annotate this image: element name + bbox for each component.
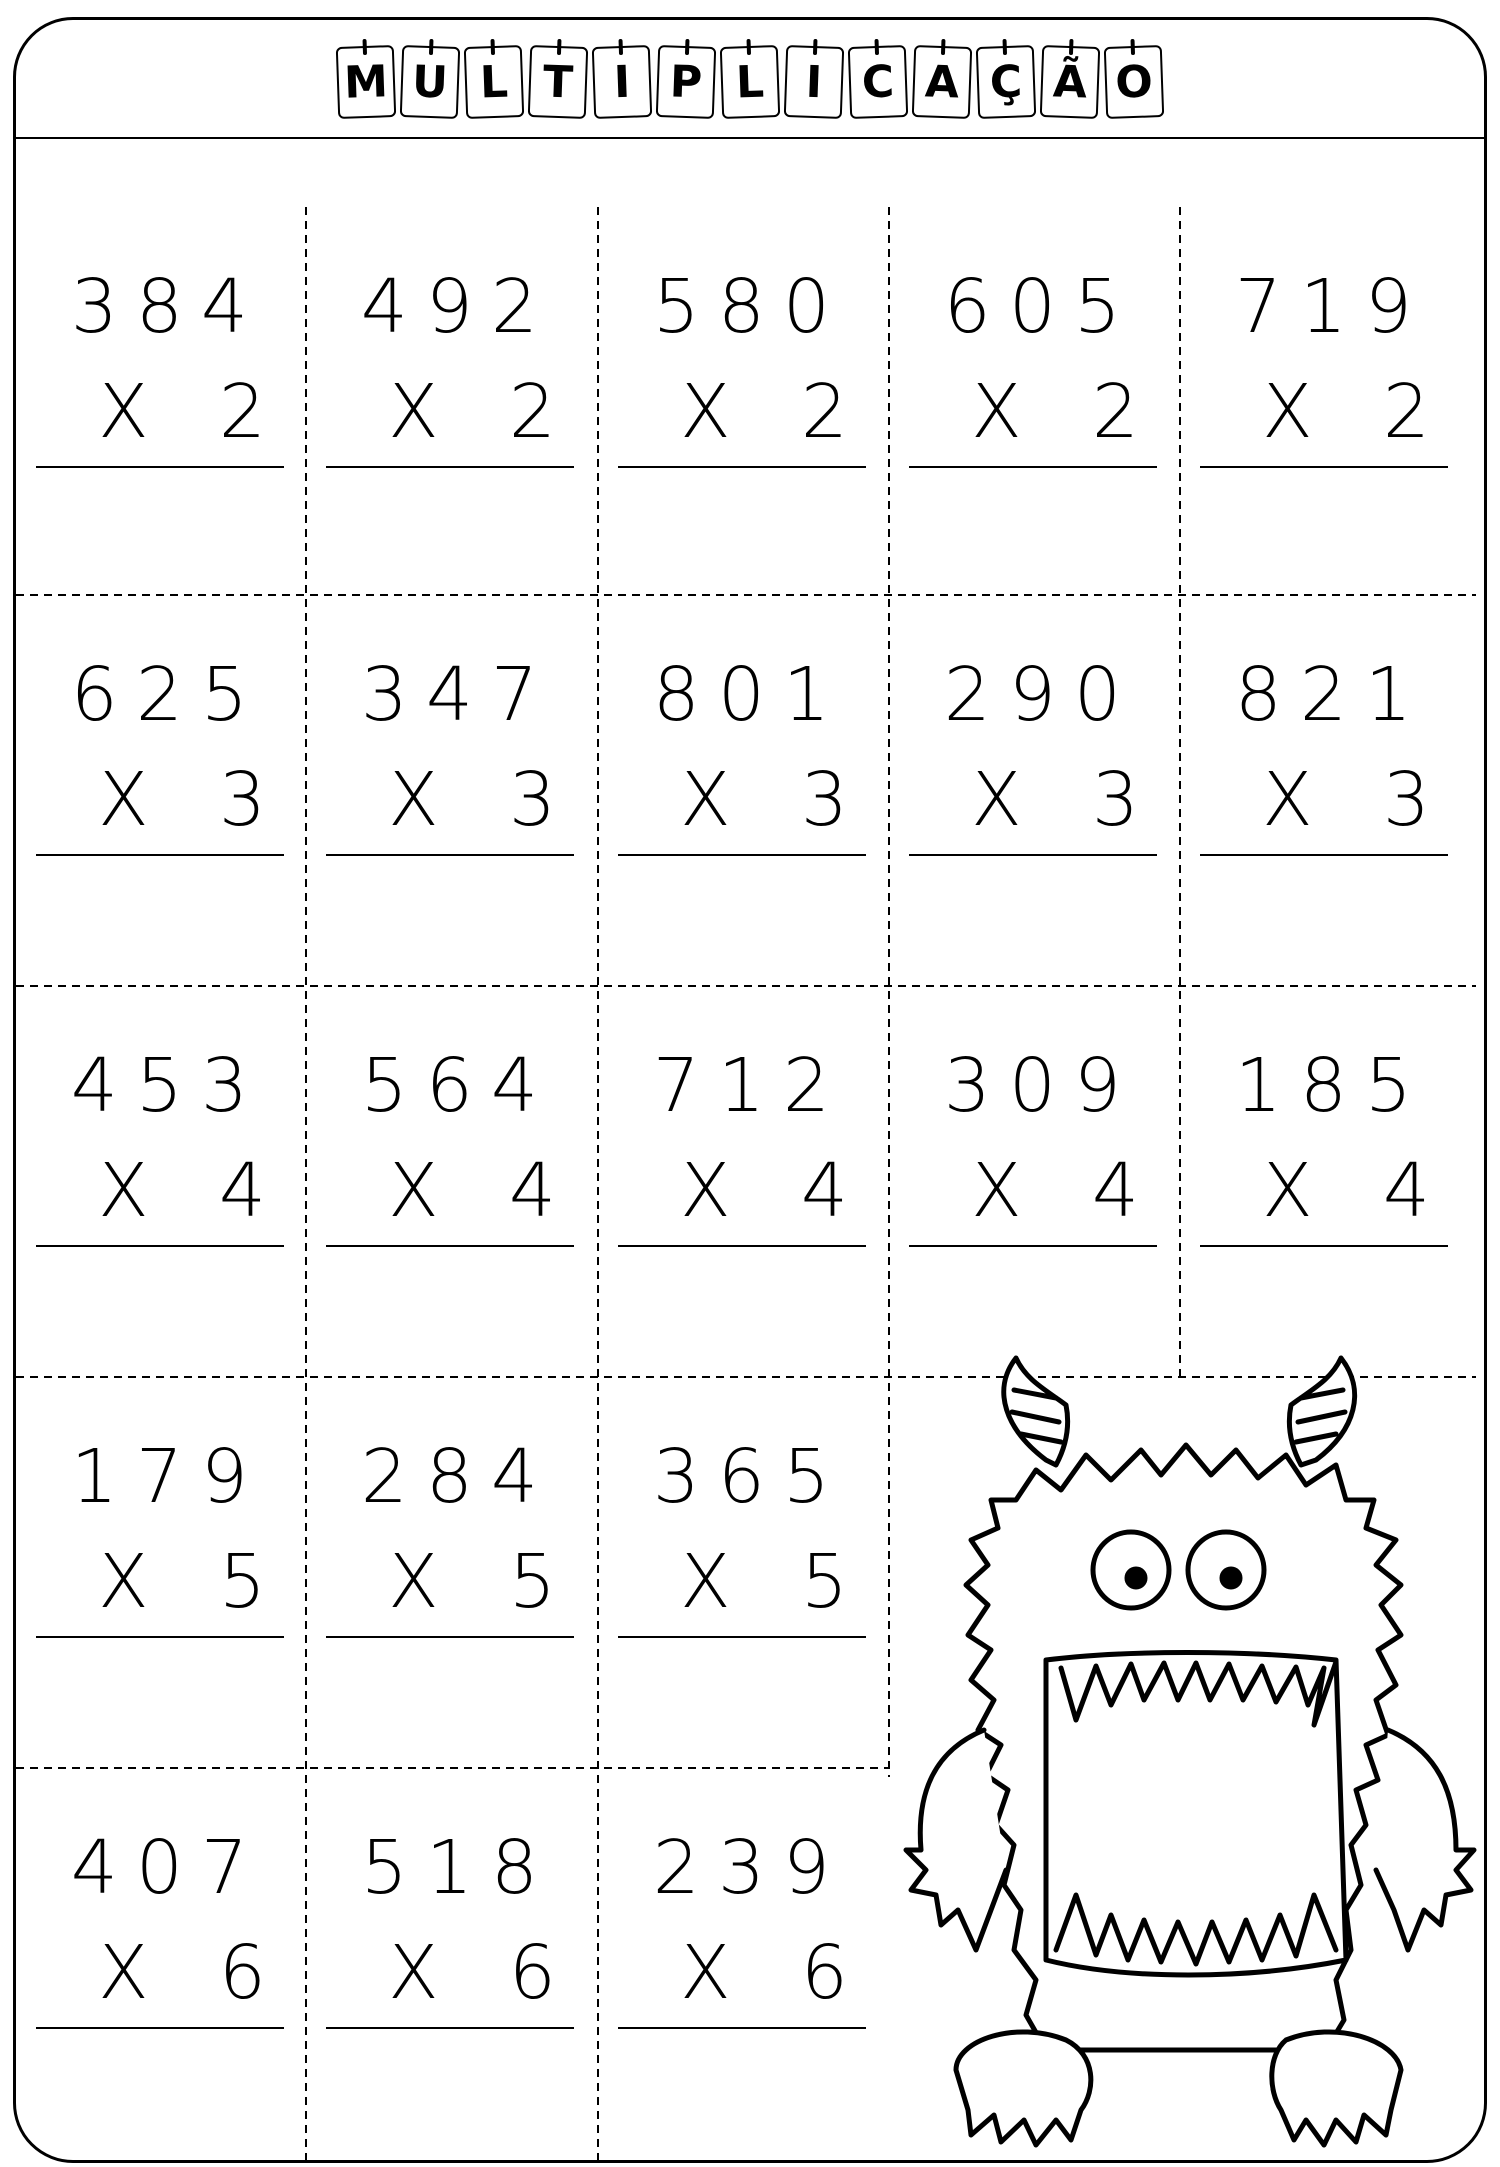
multiplier: 2 <box>218 369 266 455</box>
multiply-sign: X <box>388 1930 439 2016</box>
multiplier: 4 <box>508 1148 556 1234</box>
title-letter-tile: L <box>464 45 524 119</box>
title-letter-tile: Ã <box>1040 45 1100 119</box>
answer-line <box>618 466 866 468</box>
answer-line <box>36 2027 284 2029</box>
title-letter-tile: P <box>656 45 716 119</box>
answer-line <box>326 854 574 856</box>
multiplier: 5 <box>508 1539 556 1625</box>
multiply-sign: X <box>98 1930 149 2016</box>
multiply-sign: X <box>388 1539 439 1625</box>
multiply-sign: X <box>680 1539 731 1625</box>
multiplicand: 185 <box>1234 1043 1430 1129</box>
title-letter-tile: O <box>1104 45 1164 119</box>
multiply-sign: X <box>1262 369 1313 455</box>
answer-line <box>909 466 1157 468</box>
title-letter-tile: M <box>336 45 396 119</box>
multiplicand: 384 <box>70 264 266 350</box>
multiplicand: 625 <box>70 652 266 738</box>
multiplicand: 580 <box>652 264 848 350</box>
multiplicand: 365 <box>652 1434 848 1520</box>
multiplicand: 801 <box>652 652 848 738</box>
multiply-sign: X <box>680 757 731 843</box>
multiplier: 3 <box>800 757 848 843</box>
worksheet-frame <box>13 17 1487 2163</box>
multiplier: 3 <box>1382 757 1430 843</box>
multiply-sign: X <box>1262 757 1313 843</box>
multiplier: 5 <box>218 1539 266 1625</box>
multiplicand: 492 <box>360 264 556 350</box>
title-letter-tile: I <box>592 45 652 119</box>
answer-line <box>909 854 1157 856</box>
multiplicand: 453 <box>70 1043 266 1129</box>
multiplier: 2 <box>508 369 556 455</box>
multiply-sign: X <box>388 757 439 843</box>
multiply-sign: X <box>388 1148 439 1234</box>
title-letter-tile: U <box>400 45 460 119</box>
answer-line <box>326 1245 574 1247</box>
multiply-sign: X <box>680 1148 731 1234</box>
multiplier: 3 <box>218 757 266 843</box>
multiplier: 3 <box>508 757 556 843</box>
multiplicand: 821 <box>1234 652 1430 738</box>
answer-line <box>1200 1245 1448 1247</box>
multiplicand: 239 <box>652 1825 848 1911</box>
multiplicand: 290 <box>943 652 1139 738</box>
multiplier: 4 <box>218 1148 266 1234</box>
multiply-sign: X <box>1262 1148 1313 1234</box>
multiplicand: 407 <box>70 1825 266 1911</box>
answer-line <box>36 854 284 856</box>
multiply-sign: X <box>680 369 731 455</box>
monster-icon <box>896 1350 1486 2160</box>
answer-line <box>326 466 574 468</box>
answer-line <box>326 2027 574 2029</box>
answer-line <box>618 1636 866 1638</box>
multiplier: 6 <box>218 1930 266 2016</box>
answer-line <box>618 1245 866 1247</box>
multiply-sign: X <box>98 757 149 843</box>
multiplicand: 719 <box>1234 264 1430 350</box>
answer-line <box>36 1245 284 1247</box>
multiplier: 2 <box>1382 369 1430 455</box>
multiplicand: 284 <box>360 1434 556 1520</box>
multiply-sign: X <box>971 757 1022 843</box>
multiplicand: 564 <box>360 1043 556 1129</box>
multiplier: 6 <box>800 1930 848 2016</box>
multiplicand: 518 <box>360 1825 556 1911</box>
multiplicand: 347 <box>360 652 556 738</box>
title-letter-tile: L <box>720 45 780 119</box>
title-letter-tile: A <box>912 45 972 119</box>
title-letter-tile: C <box>848 45 908 119</box>
multiply-sign: X <box>98 1539 149 1625</box>
multiplier: 2 <box>800 369 848 455</box>
title-letter-tile: I <box>784 45 844 119</box>
title-letter-tile: Ç <box>976 45 1036 119</box>
answer-line <box>1200 466 1448 468</box>
answer-line <box>618 854 866 856</box>
multiply-sign: X <box>680 1930 731 2016</box>
multiplier: 6 <box>508 1930 556 2016</box>
multiplier: 5 <box>800 1539 848 1625</box>
multiplicand: 309 <box>943 1043 1139 1129</box>
answer-line <box>36 1636 284 1638</box>
answer-line <box>326 1636 574 1638</box>
multiply-sign: X <box>971 1148 1022 1234</box>
multiplier: 3 <box>1091 757 1139 843</box>
answer-line <box>909 1245 1157 1247</box>
multiplier: 4 <box>800 1148 848 1234</box>
multiply-sign: X <box>98 369 149 455</box>
multiplier: 4 <box>1091 1148 1139 1234</box>
answer-line <box>36 466 284 468</box>
answer-line <box>618 2027 866 2029</box>
multiplicand: 179 <box>70 1434 266 1520</box>
multiply-sign: X <box>388 369 439 455</box>
multiply-sign: X <box>98 1148 149 1234</box>
title-letter-tile: T <box>528 45 588 119</box>
answer-line <box>1200 854 1448 856</box>
multiply-sign: X <box>971 369 1022 455</box>
multiplier: 2 <box>1091 369 1139 455</box>
multiplicand: 712 <box>652 1043 848 1129</box>
multiplicand: 605 <box>943 264 1139 350</box>
multiplier: 4 <box>1382 1148 1430 1234</box>
